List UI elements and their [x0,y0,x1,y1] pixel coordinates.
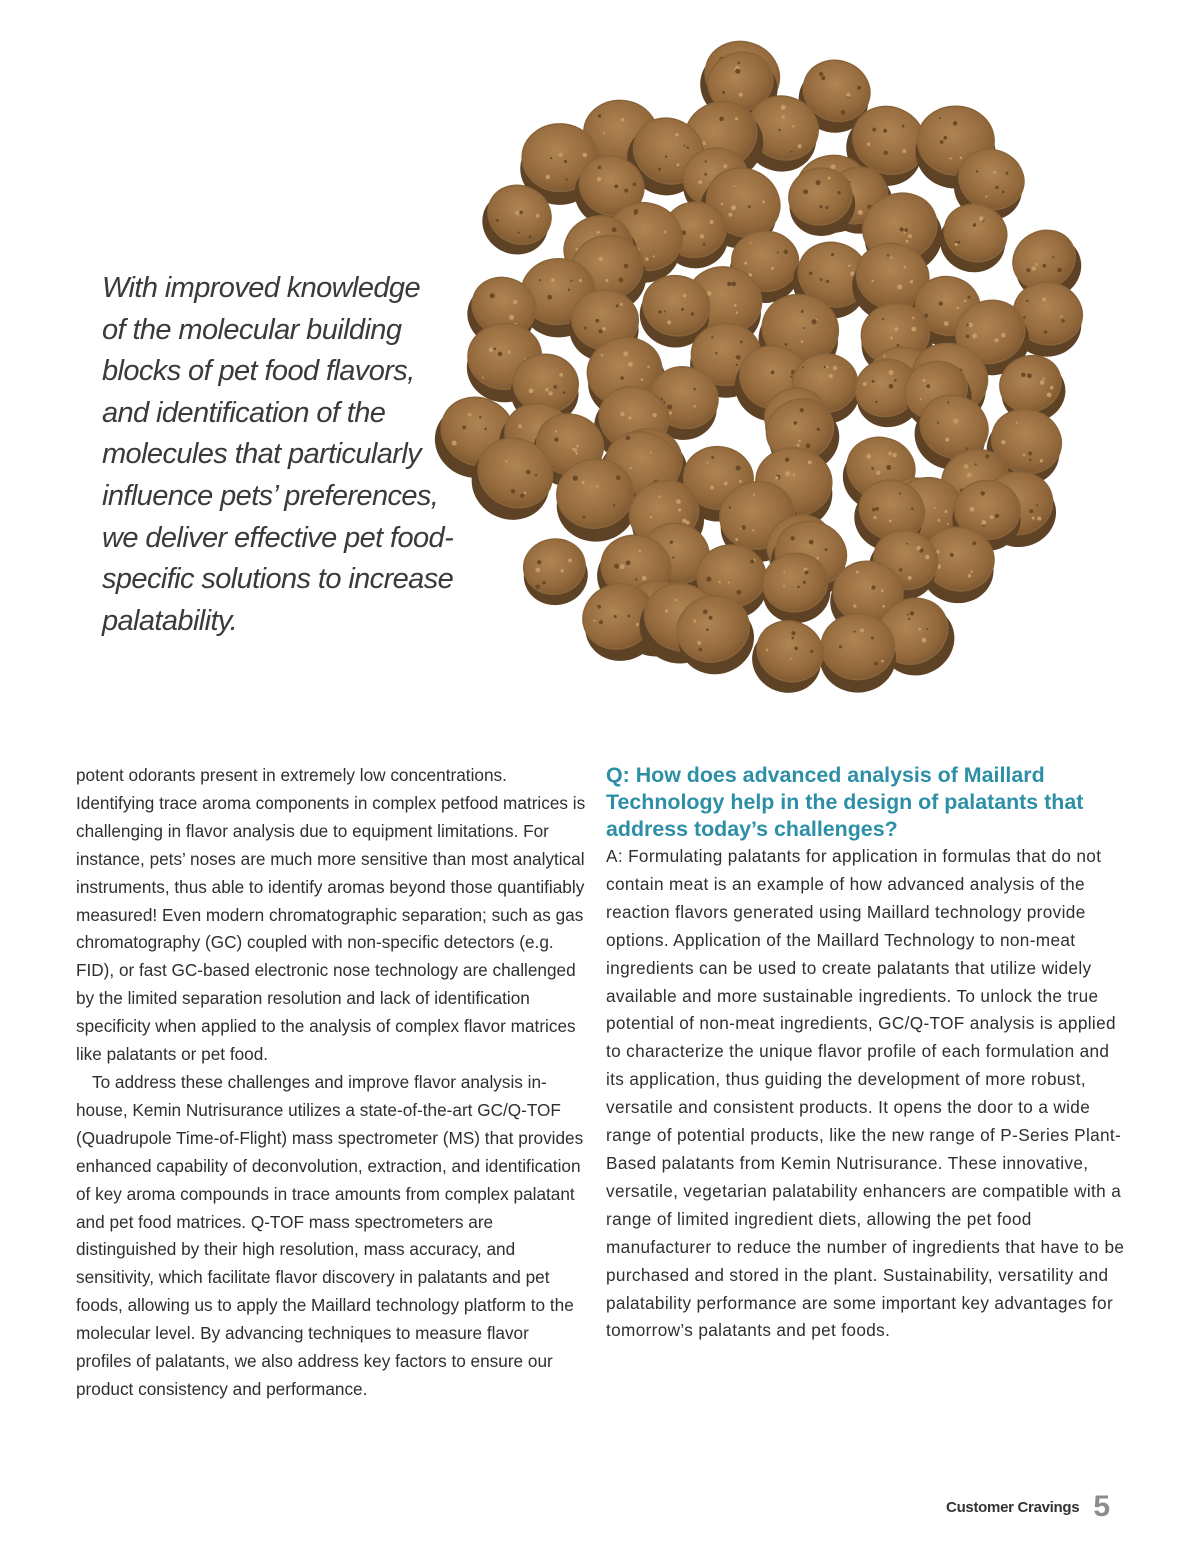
pull-quote-line: specific solutions to increase [102,563,454,596]
right-text-column [606,762,1126,1345]
kibble-piece [819,614,896,693]
pull-quote-line: influence pets’ preferences, [102,479,439,512]
body-paragraph: potent odorants present in extremely low concentrations. Identifying trace aroma components in complex petfood matrices is challenging in flavor analysis due to equipment limitations. For instance, pets’ noses are much more sensitive than most analytical instruments, thus able to identify aromas beyond those quantifiably measured! Even modern chromatographic separation; such as gas chromatography (GC) coupled with non-specific detectors (e.g. FID), or fast GC-based electronic nose technology are challenged by the limited separation resolution and lack of identification specificity when applied to the analysis of complex flavor matrices like palatants or pet food. [76,765,586,1065]
kibble-piece [518,534,592,609]
interview-answer: A: Formulating palatants for application in formulas that do not contain meat is an example of how advanced analysis of the reaction flavors generated using Maillard technology provide options. Application of the Maillard Technology to non-meat ingredients can be used to create palatants that utilize widely available and more sustainable ingredients. To unlock the true potential of non-meat ingredients, GC/Q-TOF analysis is applied to characterize the unique flavor profile of each formulation and its application, thus guiding the development of more robust, versatile and consistent products. It opens the door to a wide range of potential products, like the new range of P-Series Plant-Based palatants from Kemin Nutrisurance. These innovative, versatile, vegetarian palatability enhancers are compatible with a range of limited ingredient diets, allowing the pet food manufacturer to reduce the number of ingredients that have to be purchased and stored in the plant. Sustainability, versatility and palatability performance are some important key advantages for tomorrow’s palatants and pet foods. [606,846,1125,1341]
body-paragraph: To address these challenges and improve flavor analysis in-house, Kemin Nutrisurance utilizes a state-of-the-art GC/Q-TOF (Quadrupole Time-of-Flight) mass spectrometer (MS) that provides enhanced capability of deconvolution, extraction, and identification of key aroma compounds in trace amounts from complex palatant and pet food matrices. Q-TOF mass spectrometers are distinguished by their high resolution, mass accuracy, and sensitivity, which facilitate flavor discovery in palatants and pet foods, allowing us to apply the Maillard technology platform to the molecular level. By advancing techniques to measure flavor profiles of palatants, we also address key factors to ensure our product consistency and performance. [76,1071,584,1399]
pull-quote-line: molecules that particularly [102,438,422,471]
pull-quote-line: of the molecular building [102,313,402,346]
kibble-pile-image [400,40,1120,710]
interview-question: Q: How does advanced analysis of Maillard Technology help in the design of palatants that address today’s challenges? [606,763,1084,841]
pull-quote-line: we deliver effective pet food- [102,521,454,554]
pull-quote-line: blocks of pet food flavors, [102,355,415,388]
page-footer [946,1487,1110,1527]
pull-quote-line: and identification of the [102,396,386,429]
publication-name: Customer Cravings [946,1498,1080,1516]
page-number: 5 [1093,1490,1110,1523]
kibble-piece [742,611,833,703]
pull-quote-line: With improved knowledge [102,272,420,304]
pull-quote-line: palatability. [102,604,238,637]
left-text-column [76,762,586,1404]
